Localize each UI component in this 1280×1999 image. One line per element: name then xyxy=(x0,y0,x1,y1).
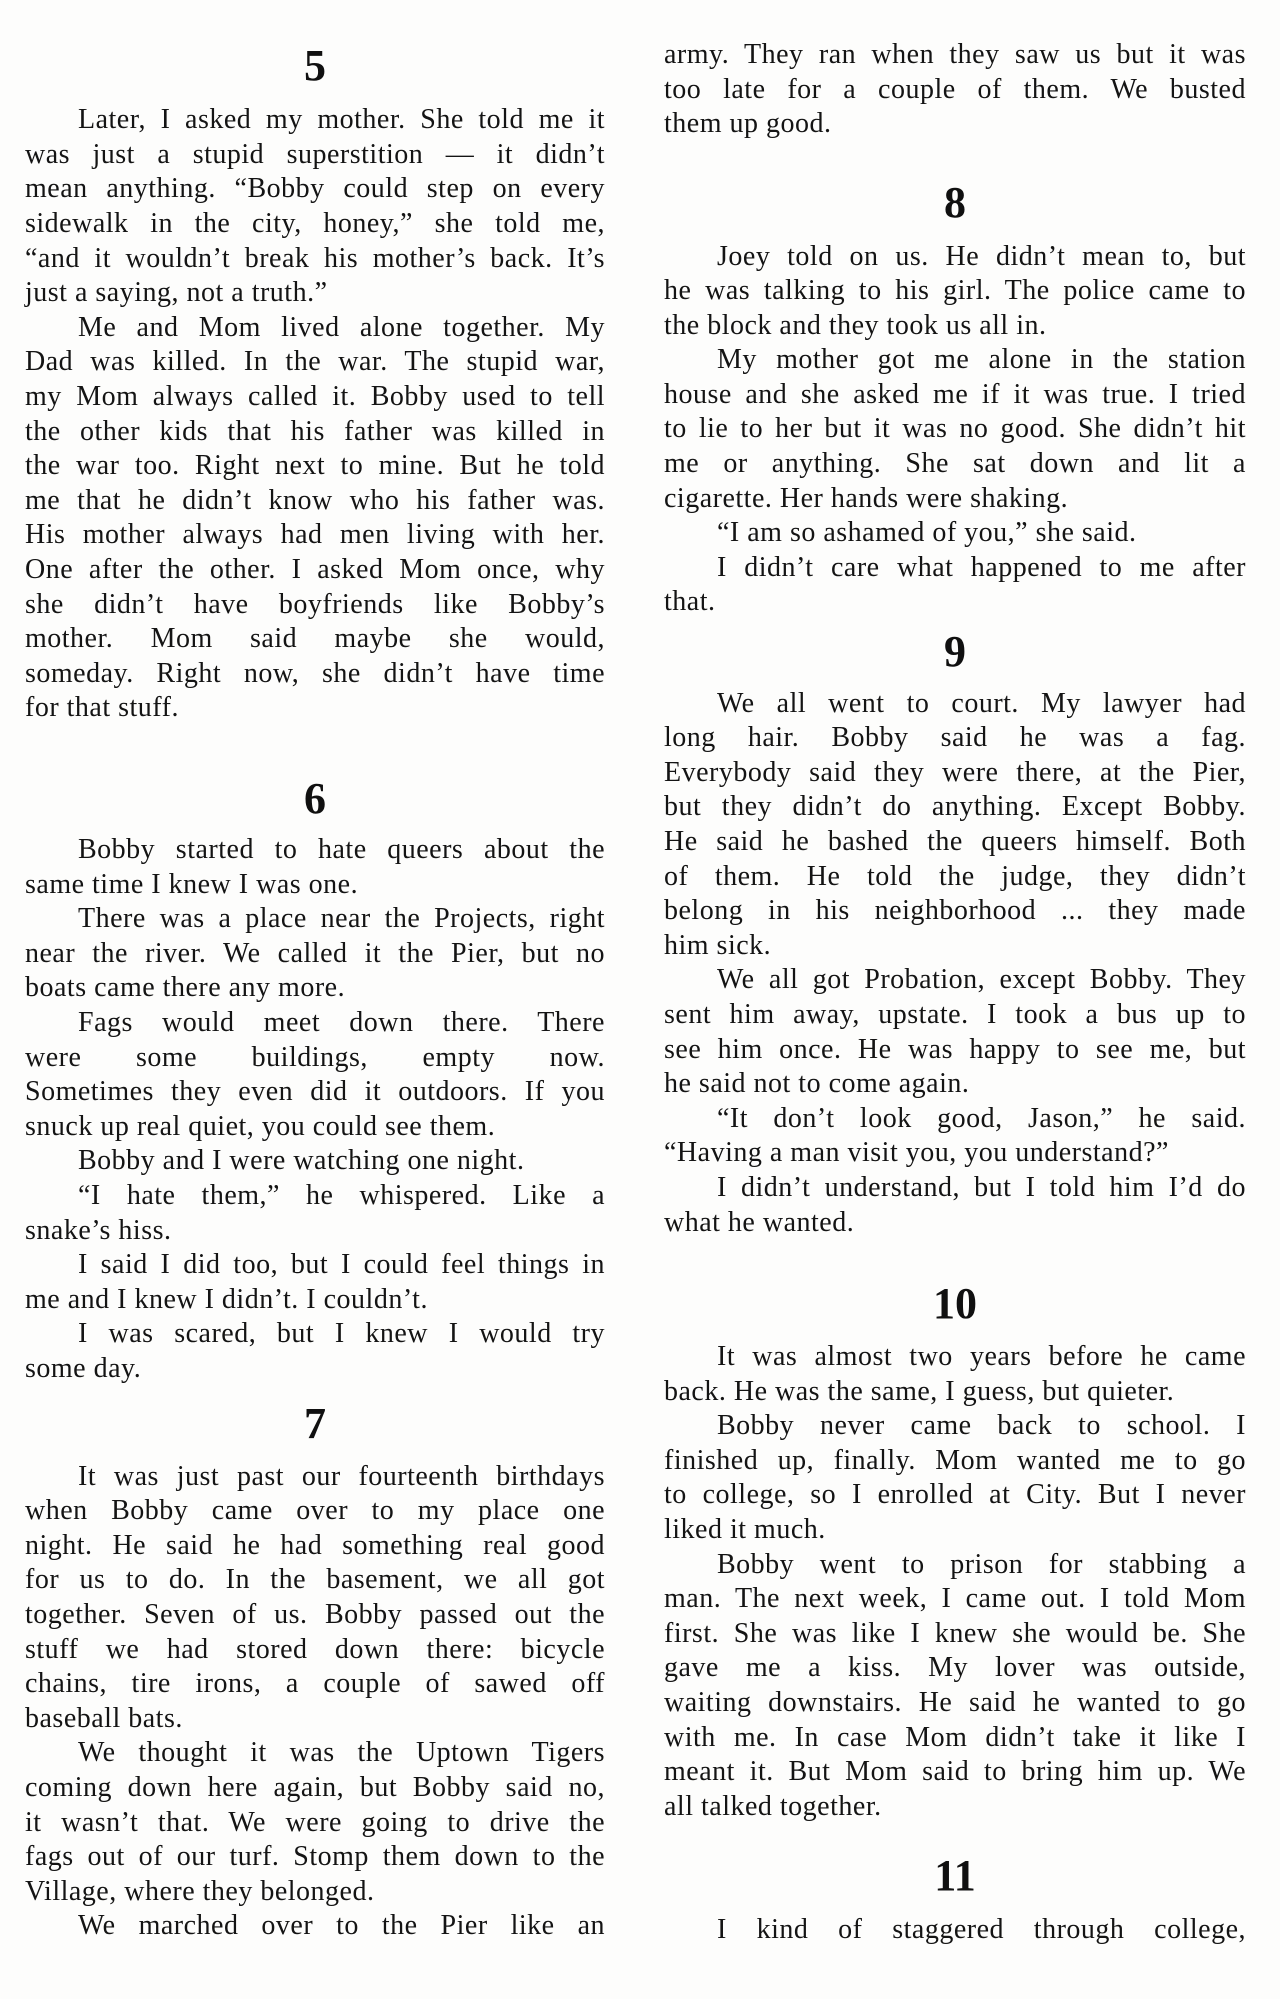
section-11-body xyxy=(664,1913,1246,1948)
text-line: with me. In case Mom didn’t take it like I xyxy=(664,1721,1246,1753)
text-line: me or anything. She sat down and lit a xyxy=(664,448,1246,480)
text-line: the block and they took us all in. xyxy=(664,309,1047,341)
text-line: snake’s hiss. xyxy=(25,1214,172,1246)
paragraph xyxy=(25,103,605,311)
paragraph xyxy=(25,1248,605,1317)
text-line: army. They ran when they saw us but it was xyxy=(664,39,1246,71)
section-10-body xyxy=(664,1340,1246,1824)
text-line: “It don’t look good, Jason,” he said. xyxy=(717,1102,1246,1134)
text-line: of them. He told the judge, they didn’t xyxy=(664,860,1246,892)
section-7-body xyxy=(25,1460,605,1944)
text-line: just a saying, not a truth.” xyxy=(25,277,328,309)
chapter-heading-11: 11 xyxy=(934,1851,976,1900)
text-line: We all got Probation, except Bobby. They xyxy=(717,964,1246,996)
paragraph xyxy=(25,1736,605,1909)
text-line: Bobby and I were watching one night. xyxy=(78,1145,525,1177)
text-line: I didn’t care what happened to me after xyxy=(717,551,1246,583)
text-line: when Bobby came over to my place one xyxy=(25,1495,605,1527)
text-line: Sometimes they even did it outdoors. If you xyxy=(25,1076,605,1108)
text-line: “I am so ashamed of you,” she said. xyxy=(717,517,1137,549)
text-line: me that he didn’t know who his father was. xyxy=(25,484,605,516)
text-line: “Having a man visit you, you understand?” xyxy=(664,1137,1169,1169)
text-line: some day. xyxy=(25,1352,142,1384)
paragraph xyxy=(664,551,1246,620)
text-line: them up good. xyxy=(664,108,832,140)
chapter-heading-10: 10 xyxy=(933,1279,977,1328)
paragraph xyxy=(664,687,1246,964)
text-line: first. She was like I knew she would be. She xyxy=(664,1617,1246,1649)
section-7-continuation xyxy=(664,38,1246,142)
paragraph xyxy=(25,1144,605,1179)
text-line: fags out of our turf. Stomp them down to the xyxy=(25,1841,605,1873)
section-6-body xyxy=(25,833,605,1387)
paragraph xyxy=(664,516,1246,551)
chapter-heading-5: 5 xyxy=(304,41,326,90)
text-line: belong in his neighborhood ... they made xyxy=(664,895,1246,927)
text-line: finished up, finally. Mom wanted me to go xyxy=(664,1444,1246,1476)
text-line: sidewalk in the city, honey,” she told me, xyxy=(25,208,605,240)
paragraph xyxy=(25,1317,605,1386)
text-line: Joey told on us. He didn’t mean to, but xyxy=(717,240,1246,272)
chapter-heading-6: 6 xyxy=(304,773,326,823)
text-line: I was scared, but I knew I would try xyxy=(78,1318,605,1350)
text-line: meant it. But Mom said to bring him up. We xyxy=(664,1756,1246,1788)
text-line: Later, I asked my mother. She told me it xyxy=(78,104,605,136)
text-line: “and it wouldn’t break his mother’s back. It’s xyxy=(25,242,605,274)
text-line: We thought it was the Uptown Tigers xyxy=(78,1737,605,1769)
text-line: One after the other. I asked Mom once, why xyxy=(25,554,605,586)
text-line: My mother got me alone in the station xyxy=(717,344,1246,376)
text-line: what he wanted. xyxy=(664,1206,855,1238)
text-line: Fags would meet down there. There xyxy=(78,1006,605,1038)
text-line: There was a place near the Projects, right xyxy=(78,903,605,935)
text-line: Dad was killed. In the war. The stupid war, xyxy=(25,346,605,378)
text-line: gave me a kiss. My lover was outside, xyxy=(664,1652,1246,1684)
text-line: snuck up real quiet, you could see them. xyxy=(25,1110,496,1142)
paragraph xyxy=(25,1006,605,1144)
text-line: near the river. We called it the Pier, but no xyxy=(25,937,605,969)
right-column xyxy=(664,0,1246,1999)
text-line: boats came there any more. xyxy=(25,972,346,1004)
text-line: to college, so I enrolled at City. But I never xyxy=(664,1479,1246,1511)
text-line: same time I knew I was one. xyxy=(25,868,359,900)
text-line: liked it much. xyxy=(664,1513,826,1545)
text-line: man. The next week, I came out. I told Mom xyxy=(664,1583,1246,1615)
text-line: cigarette. Her hands were shaking. xyxy=(664,482,1069,514)
text-line: chains, tire irons, a couple of sawed off xyxy=(25,1668,605,1700)
text-line: night. He said he had something real good xyxy=(25,1529,605,1561)
paragraph xyxy=(664,1409,1246,1547)
section-9-body xyxy=(664,687,1246,1241)
text-line: for that stuff. xyxy=(25,692,179,724)
paragraph xyxy=(25,1460,605,1737)
paragraph xyxy=(664,1548,1246,1825)
text-line: I didn’t understand, but I told him I’d do xyxy=(717,1171,1246,1203)
paragraph xyxy=(664,1102,1246,1171)
text-line: We all went to court. My lawyer had xyxy=(717,687,1246,719)
text-line: that. xyxy=(664,586,716,618)
text-line: waiting downstairs. He said he wanted to go xyxy=(664,1686,1246,1718)
text-line: Bobby never came back to school. I xyxy=(717,1410,1246,1442)
paragraph xyxy=(25,1909,605,1944)
text-line: It was just past our fourteenth birthdays xyxy=(78,1460,605,1492)
paragraph xyxy=(25,1179,605,1248)
paragraph xyxy=(664,1340,1246,1409)
text-line: it wasn’t that. We were going to drive the xyxy=(25,1806,605,1838)
text-line: We marched over to the Pier like an xyxy=(78,1910,605,1942)
text-line: the other kids that his father was killed in xyxy=(25,415,605,447)
text-line: stuff we had stored down there: bicycle xyxy=(25,1633,605,1665)
text-line: was just a stupid superstition — it didn’t xyxy=(25,138,605,170)
paragraph xyxy=(664,1913,1246,1948)
text-line: but they didn’t do anything. Except Bobby. xyxy=(664,791,1246,823)
text-line: It was almost two years before he came xyxy=(717,1341,1246,1372)
text-line: he was talking to his girl. The police came to xyxy=(664,275,1246,307)
text-line: Me and Mom lived alone together. My xyxy=(78,311,605,343)
text-line: back. He was the same, I guess, but quieter. xyxy=(664,1375,1175,1407)
paragraph xyxy=(664,343,1246,516)
text-line: baseball bats. xyxy=(25,1702,183,1734)
text-line: he said not to come again. xyxy=(664,1068,970,1100)
paragraph xyxy=(25,833,605,902)
text-line: mother. Mom said maybe she would, xyxy=(25,623,605,655)
text-line: His mother always had men living with her. xyxy=(25,519,605,551)
chapter-heading-9: 9 xyxy=(944,627,966,676)
text-line: my Mom always called it. Bobby used to tell xyxy=(25,381,605,413)
text-line: together. Seven of us. Bobby passed out the xyxy=(25,1598,605,1630)
paragraph xyxy=(664,38,1246,142)
text-line: I kind of staggered through college, xyxy=(717,1914,1246,1946)
paragraph xyxy=(25,311,605,726)
chapter-heading-8: 8 xyxy=(944,177,966,227)
text-line: were some buildings, empty now. xyxy=(25,1041,605,1073)
text-line: Bobby went to prison for stabbing a xyxy=(717,1548,1246,1580)
text-line: she didn’t have boyfriends like Bobby’s xyxy=(25,588,605,620)
text-line: the war too. Right next to mine. But he told xyxy=(25,450,605,482)
text-line: I said I did too, but I could feel things in xyxy=(78,1249,605,1281)
text-line: Village, where they belonged. xyxy=(25,1875,375,1907)
text-line: sent him away, upstate. I took a bus up to xyxy=(664,998,1246,1030)
text-line: see him once. He was happy to see me, but xyxy=(664,1033,1246,1065)
paragraph xyxy=(25,902,605,1006)
text-line: Bobby started to hate queers about the xyxy=(78,834,605,865)
text-line: coming down here again, but Bobby said no, xyxy=(25,1771,605,1803)
text-line: too late for a couple of them. We busted xyxy=(664,73,1246,105)
text-line: He said he bashed the queers himself. Both xyxy=(664,825,1246,857)
text-line: me and I knew I didn’t. I couldn’t. xyxy=(25,1283,428,1315)
text-line: “I hate them,” he whispered. Like a xyxy=(78,1179,605,1211)
left-column xyxy=(25,0,605,1999)
text-line: long hair. Bobby said he was a fag. xyxy=(664,722,1246,754)
paragraph xyxy=(664,963,1246,1101)
text-line: him sick. xyxy=(664,929,772,961)
paragraph xyxy=(664,240,1246,344)
text-line: for us to do. In the basement, we all got xyxy=(25,1564,605,1596)
chapter-heading-7: 7 xyxy=(304,1399,326,1448)
section-5-body xyxy=(25,103,605,726)
text-line: Everybody said they were there, at the Pier, xyxy=(664,756,1246,788)
paragraph xyxy=(664,1171,1246,1240)
text-line: house and she asked me if it was true. I tried xyxy=(664,378,1246,410)
text-line: to lie to her but it was no good. She didn’t hit xyxy=(664,413,1246,445)
text-line: all talked together. xyxy=(664,1790,882,1822)
text-line: mean anything. “Bobby could step on every xyxy=(25,173,605,205)
section-8-body xyxy=(664,240,1246,621)
text-line: someday. Right now, she didn’t have time xyxy=(25,657,605,689)
